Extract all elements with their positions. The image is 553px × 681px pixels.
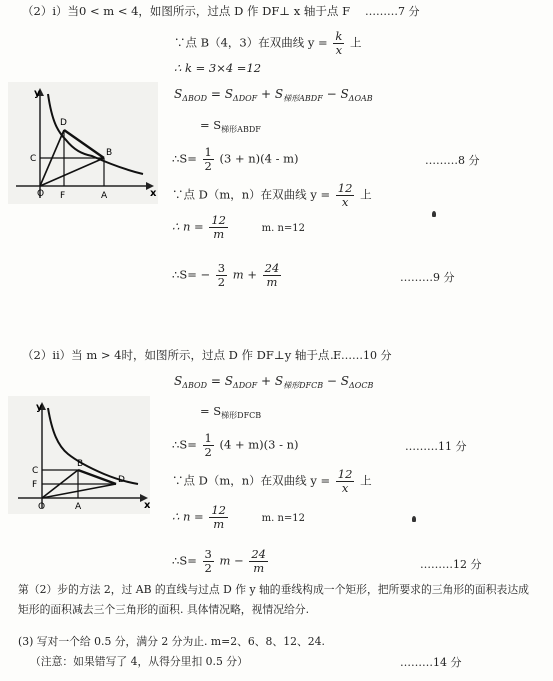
score-11: ………11 分 (405, 440, 467, 453)
p1-line1-den: x (335, 43, 343, 58)
p2-l6-frac1 (203, 548, 214, 575)
p1-eq-minus: − S (322, 87, 349, 101)
p1-eq-sub2: ΔDOF (232, 94, 258, 103)
p2-eq-minus: − S (323, 374, 350, 388)
p1-l8-den1: 2 (217, 275, 226, 290)
p1-l7-pre: ∴ n = (172, 219, 204, 234)
p1-l7-den: m (213, 227, 225, 242)
p1-eq-s: S (174, 87, 183, 101)
p2-l6-den1: 2 (204, 561, 212, 576)
p1-l8-frac1 (216, 262, 227, 289)
method-line-2: 矩形的面积减去三个三角形的面积. 具体情况略，视情况给分. (18, 603, 310, 616)
p2-line6 (172, 548, 270, 575)
graph2-label-B: B (77, 459, 84, 469)
graph1-label-y: y (34, 88, 41, 99)
graph2-label-x: x (144, 500, 150, 511)
part1-intro: （2）ⅰ）当0 < m < 4，如图所示，过点 D 作 DF⊥ x 轴于点 F (22, 4, 351, 18)
graph2-label-O: O (38, 502, 46, 512)
p1-l8-num1: 3 (217, 261, 226, 275)
ink-speck-2 (412, 516, 416, 522)
p1-s-frac (203, 146, 214, 173)
p2-l4-frac (336, 468, 355, 495)
p2-line4 (172, 468, 372, 495)
p1-l8-den2: m (266, 275, 278, 290)
p2-eq-sub4: ΔOCB (349, 381, 374, 390)
p2-l4-den: x (341, 481, 349, 496)
p2-l5-note: m. n=12 (261, 512, 306, 524)
p1-l8-num2: 24 (264, 261, 280, 275)
p2-eq-s: S (174, 374, 183, 388)
graph1-label-C: C (30, 154, 37, 164)
p2-s-den: 2 (204, 445, 212, 460)
score-8: ………8 分 (425, 154, 480, 167)
p1-line6 (172, 182, 372, 209)
p1-l7-num: 12 (211, 213, 226, 227)
p1-area-formula (172, 146, 299, 173)
p1-l6-num: 12 (337, 181, 353, 195)
p1-l6-post: 上 (360, 187, 372, 202)
p1-line1-pre: ∵点 B（4，3）在双曲线 y = (174, 35, 328, 50)
graph2-label-F: F (32, 480, 38, 490)
part3-line-1: (3) 写对一个给 0.5 分，满分 2 分为止. m=2、6、8、12、24. (18, 635, 325, 648)
p1-eq-plus: + S (257, 87, 284, 101)
p2-s-frac (203, 432, 214, 459)
p2-area-formula (172, 432, 299, 459)
graph2-label-y: y (36, 402, 43, 413)
p2-l6-frac2 (249, 548, 268, 575)
p2-l6-num1: 3 (204, 547, 212, 561)
graph1-label-A: A (101, 191, 108, 201)
p2-l5-pre: ∴ n = (172, 509, 204, 524)
graph-part1 (8, 82, 158, 204)
score-9: ………9 分 (400, 271, 455, 284)
p1-s-pre: ∴S= (172, 151, 197, 166)
p2-l6-num2: 24 (251, 547, 266, 561)
p2-trapezoid-line (200, 406, 261, 420)
p2-l5-num: 12 (211, 503, 226, 517)
p1-l8-mid: m + (232, 267, 257, 282)
graph2-label-D: D (118, 475, 125, 485)
p2-eq-sub2: ΔDOF (232, 381, 258, 390)
score-10: ………10 分 (330, 349, 392, 362)
p2-l5-den: m (213, 517, 225, 532)
p2-s-num: 1 (204, 431, 212, 445)
p1-line8 (172, 262, 283, 289)
p2-eq-plus: + S (257, 374, 284, 388)
p1-s-num: 1 (204, 145, 212, 159)
graph1-label-O: O (37, 189, 45, 199)
graph2-label-A: A (75, 502, 82, 512)
p1-trap-eq: = S (200, 118, 222, 132)
p1-l6-pre: ∵点 D（m，n）在双曲线 y = (172, 187, 331, 202)
part3-line-2: （注意：如果错写了 4，从得分里扣 0.5 分） (30, 655, 248, 668)
p1-s-den: 2 (204, 159, 212, 174)
ink-speck-1 (432, 211, 436, 217)
p2-l5-frac (209, 504, 228, 531)
p1-eq-sub3: 梯形ABDF (283, 94, 323, 103)
score-12: ………12 分 (420, 558, 482, 571)
p2-l4-num: 12 (337, 467, 353, 481)
p2-l4-pre: ∵点 D（m，n）在双曲线 y = (172, 473, 331, 488)
p1-s-post: (3 + n)(4 - m) (219, 151, 299, 166)
graph2-bg (8, 396, 150, 514)
p1-l7-frac (209, 214, 228, 241)
method-line-1: 第（2）步的方法 2，过 AB 的直线与过点 D 作 y 轴的垂线构成一个矩形，把所要求的三角形的面积表达成 (18, 583, 529, 596)
p2-eq-sub3: 梯形DFCB (283, 381, 324, 390)
p2-eq-eq: = S (207, 374, 233, 388)
graph1-label-x: x (150, 188, 157, 199)
p1-trap-sub: 梯形ABDF (221, 125, 261, 134)
p2-l6-pre: ∴S= (172, 553, 197, 568)
p1-line1 (174, 30, 361, 57)
p1-area-equation (174, 88, 373, 103)
p2-line5 (172, 504, 305, 531)
p1-l7-note: m. n=12 (261, 222, 306, 234)
p1-line7 (172, 214, 305, 241)
p2-l6-mid: m − (219, 553, 244, 568)
p1-eq-sub4: ΔOAB (348, 94, 373, 103)
graph1-label-B: B (106, 148, 113, 158)
part2-intro: （2）ⅱ）当 m > 4时，如图所示，过点 D 作 DF⊥y 轴于点 F (22, 348, 341, 362)
p2-s-pre: ∴S= (172, 437, 197, 452)
p1-trapezoid-line (200, 120, 261, 134)
p1-l6-frac (336, 182, 355, 209)
p2-eq-sub1: ΔBOD (182, 381, 208, 390)
p2-area-equation (174, 375, 373, 390)
p2-trap-eq: = S (200, 404, 222, 418)
p1-l8-frac2 (263, 262, 282, 289)
p1-line1-post: 上 (349, 35, 362, 50)
p1-eq-eq: = S (207, 87, 233, 101)
score-14: ………14 分 (400, 656, 462, 669)
graph1-label-F: F (60, 191, 66, 201)
p2-l4-post: 上 (360, 473, 372, 488)
p1-l8-pre: ∴S= − (172, 267, 211, 282)
p2-l6-den2: m (253, 561, 265, 576)
p2-trap-sub: 梯形DFCB (221, 411, 262, 420)
graph2-label-C: C (32, 466, 39, 476)
score-7: ………7 分 (365, 5, 420, 18)
p1-line2: ∴ k = 3×4 =12 (174, 61, 262, 75)
graph-part2 (8, 396, 150, 514)
p1-l6-den: x (341, 195, 349, 210)
p2-s-post: (4 + m)(3 - n) (219, 437, 299, 452)
graph1-label-D: D (60, 118, 67, 128)
p1-line1-num: k (335, 29, 343, 43)
p1-line1-frac (333, 30, 344, 57)
p1-eq-sub1: ΔBOD (182, 94, 208, 103)
